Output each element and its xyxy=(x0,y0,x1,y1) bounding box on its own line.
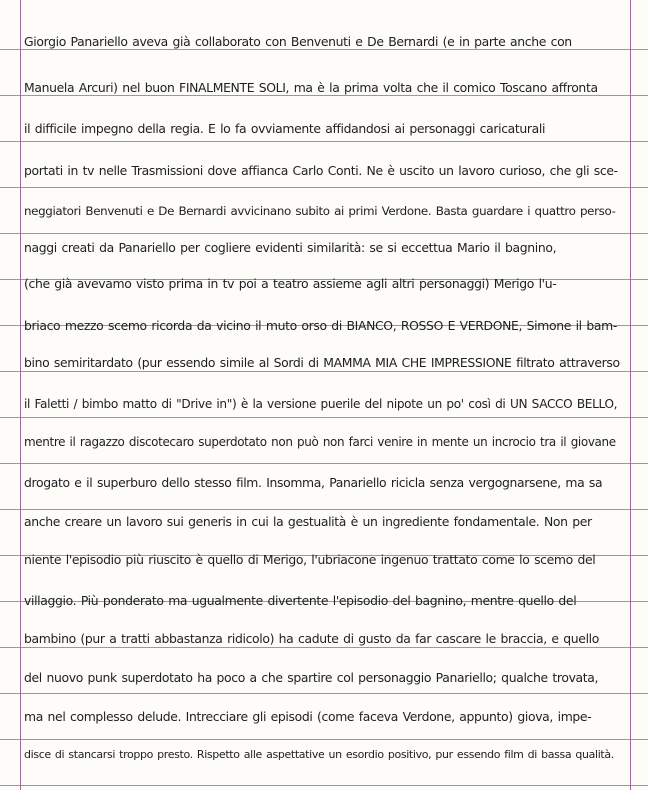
text-line: briaco mezzo scemo ricorda da vicino il muto orso di BIANCO, ROSSO E VERDONE, Simone il bam- xyxy=(24,318,617,333)
text-line: del nuovo punk superdotato ha poco a che spartire col personaggio Panariello; qualche trovata, xyxy=(24,670,599,685)
text-line: anche creare un lavoro sui generis in cui la gestualità è un ingrediente fondamentale. Non per xyxy=(24,514,592,529)
text-line: niente l'episodio più riuscito è quello di Merigo, l'ubriacone ingenuo trattato come lo scemo del xyxy=(24,552,596,567)
text-line: villaggio. Più ponderato ma ugualmente divertente l'episodio del bagnino, mentre quello del xyxy=(24,593,577,608)
text-line: drogato e il superburo dello stesso film. Insomma, Panariello ricicla senza vergognarsene, ma sa xyxy=(24,475,603,490)
text-line: Giorgio Panariello aveva già collaborato con Benvenuti e De Bernardi (e in parte anche con xyxy=(24,34,572,49)
text-line: (che già avevamo visto prima in tv poi a teatro assieme agli altri personaggi) Merigo l'u- xyxy=(24,276,557,291)
text-line: bino semiritardato (pur essendo simile al Sordi di MAMMA MIA CHE IMPRESSIONE filtrato attraverso xyxy=(24,355,620,370)
text-line: bambino (pur a tratti abbastanza ridicolo) ha cadute di gusto da far cascare le braccia, e quello xyxy=(24,631,599,646)
text-line: naggi creati da Panariello per cogliere evidenti similarità: se si eccettua Mario il bagnino, xyxy=(24,240,557,255)
text-line: neggiatori Benvenuti e De Bernardi avvicinano subito ai primi Verdone. Basta guardare i quattro perso- xyxy=(24,204,616,218)
text-line: portati in tv nelle Trasmissioni dove affianca Carlo Conti. Ne è uscito un lavoro curioso, che gli sce- xyxy=(24,163,618,178)
text-line: il Faletti / bimbo matto di "Drive in") è la versione puerile del nipote un po' così di UN SACCO BELLO, xyxy=(24,397,618,411)
text-line: Manuela Arcuri) nel buon FINALMENTE SOLI, ma è la prima volta che il comico Toscano affronta xyxy=(24,80,598,95)
text-line: disce di stancarsi troppo presto. Rispetto alle aspettative un esordio positivo, pur essendo film di bassa qualità. xyxy=(24,748,614,761)
text-line: mentre il ragazzo discotecaro superdotato non può non farci venire in mente un incrocio tra il giovane xyxy=(24,435,616,449)
text-line: ma nel complesso delude. Intrecciare gli episodi (come faceva Verdone, appunto) giova, impe- xyxy=(24,709,592,724)
text-line: il difficile impegno della regia. E lo fa ovviamente affidandosi ai personaggi caricaturali xyxy=(24,121,546,136)
